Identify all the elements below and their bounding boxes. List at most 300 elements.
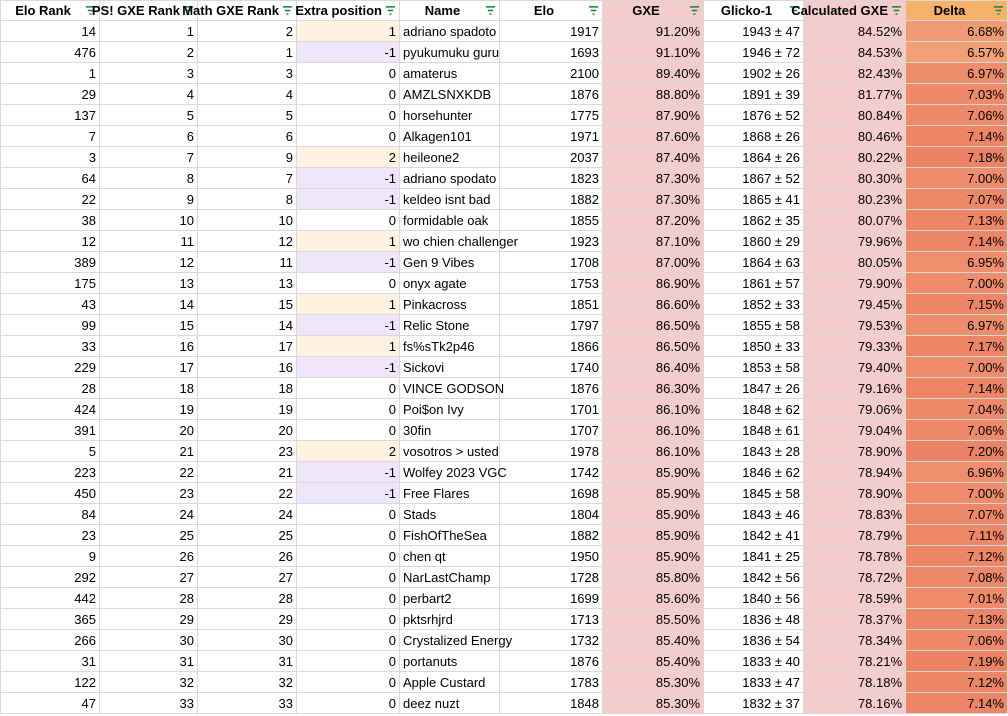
cell-math-gxe-rank[interactable]: 2 xyxy=(198,21,297,42)
cell-gxe[interactable]: 87.20% xyxy=(603,210,704,231)
cell-elo[interactable]: 1753 xyxy=(500,273,603,294)
cell-gxe[interactable]: 86.10% xyxy=(603,441,704,462)
cell-name[interactable]: Gen 9 Vibes xyxy=(400,252,500,273)
cell-calculated-gxe[interactable]: 78.83% xyxy=(804,504,906,525)
cell-calculated-gxe[interactable]: 79.40% xyxy=(804,357,906,378)
cell-gxe[interactable]: 85.90% xyxy=(603,546,704,567)
cell-calculated-gxe[interactable]: 78.59% xyxy=(804,588,906,609)
cell-glicko[interactable]: 1902 ± 26 xyxy=(704,63,804,84)
cell-name[interactable]: keldeo isnt bad xyxy=(400,189,500,210)
cell-extra-position[interactable]: 0 xyxy=(297,210,400,231)
cell-calculated-gxe[interactable]: 79.45% xyxy=(804,294,906,315)
cell-glicko[interactable]: 1841 ± 25 xyxy=(704,546,804,567)
cell-extra-position[interactable]: -1 xyxy=(297,252,400,273)
cell-delta[interactable]: 7.14% xyxy=(906,231,1008,252)
cell-math-gxe-rank[interactable]: 31 xyxy=(198,651,297,672)
cell-delta[interactable]: 7.00% xyxy=(906,273,1008,294)
cell-calculated-gxe[interactable]: 80.22% xyxy=(804,147,906,168)
cell-elo[interactable]: 1866 xyxy=(500,336,603,357)
cell-calculated-gxe[interactable]: 80.23% xyxy=(804,189,906,210)
cell-calculated-gxe[interactable]: 78.79% xyxy=(804,525,906,546)
cell-ps-gxe-rank[interactable]: 7 xyxy=(100,147,198,168)
cell-elo-rank[interactable]: 292 xyxy=(1,567,100,588)
cell-elo-rank[interactable]: 266 xyxy=(1,630,100,651)
cell-delta[interactable]: 7.14% xyxy=(906,126,1008,147)
cell-ps-gxe-rank[interactable]: 6 xyxy=(100,126,198,147)
cell-name[interactable]: pyukumuku guru xyxy=(400,42,500,63)
cell-delta[interactable]: 7.12% xyxy=(906,672,1008,693)
cell-extra-position[interactable]: 0 xyxy=(297,84,400,105)
cell-extra-position[interactable]: -1 xyxy=(297,462,400,483)
cell-gxe[interactable]: 85.40% xyxy=(603,651,704,672)
cell-ps-gxe-rank[interactable]: 14 xyxy=(100,294,198,315)
cell-elo[interactable]: 1917 xyxy=(500,21,603,42)
cell-gxe[interactable]: 87.60% xyxy=(603,126,704,147)
cell-extra-position[interactable]: 1 xyxy=(297,294,400,315)
cell-calculated-gxe[interactable]: 78.18% xyxy=(804,672,906,693)
cell-delta[interactable]: 7.07% xyxy=(906,504,1008,525)
cell-ps-gxe-rank[interactable]: 22 xyxy=(100,462,198,483)
cell-extra-position[interactable]: 0 xyxy=(297,651,400,672)
cell-ps-gxe-rank[interactable]: 29 xyxy=(100,609,198,630)
cell-ps-gxe-rank[interactable]: 11 xyxy=(100,231,198,252)
cell-elo[interactable]: 1978 xyxy=(500,441,603,462)
cell-name[interactable]: NarLastChamp xyxy=(400,567,500,588)
header-calculated-gxe[interactable]: Calculated GXE xyxy=(804,1,906,21)
cell-elo[interactable]: 1708 xyxy=(500,252,603,273)
filter-icon[interactable] xyxy=(385,5,396,16)
cell-calculated-gxe[interactable]: 80.07% xyxy=(804,210,906,231)
cell-ps-gxe-rank[interactable]: 31 xyxy=(100,651,198,672)
cell-glicko[interactable]: 1864 ± 26 xyxy=(704,147,804,168)
cell-name[interactable]: Stads xyxy=(400,504,500,525)
cell-elo-rank[interactable]: 1 xyxy=(1,63,100,84)
cell-glicko[interactable]: 1848 ± 61 xyxy=(704,420,804,441)
cell-glicko[interactable]: 1891 ± 39 xyxy=(704,84,804,105)
cell-name[interactable]: vosotros > usted xyxy=(400,441,500,462)
cell-gxe[interactable]: 85.90% xyxy=(603,504,704,525)
cell-gxe[interactable]: 87.40% xyxy=(603,147,704,168)
cell-glicko[interactable]: 1852 ± 33 xyxy=(704,294,804,315)
cell-elo-rank[interactable]: 14 xyxy=(1,21,100,42)
cell-glicko[interactable]: 1876 ± 52 xyxy=(704,105,804,126)
cell-gxe[interactable]: 87.00% xyxy=(603,252,704,273)
cell-gxe[interactable]: 86.40% xyxy=(603,357,704,378)
cell-name[interactable]: Sickovi xyxy=(400,357,500,378)
filter-icon[interactable] xyxy=(282,5,293,16)
cell-elo-rank[interactable]: 5 xyxy=(1,441,100,462)
cell-calculated-gxe[interactable]: 80.84% xyxy=(804,105,906,126)
cell-glicko[interactable]: 1847 ± 26 xyxy=(704,378,804,399)
cell-name[interactable]: VINCE GODSON xyxy=(400,378,500,399)
cell-name[interactable]: 30fin xyxy=(400,420,500,441)
cell-elo-rank[interactable]: 31 xyxy=(1,651,100,672)
cell-ps-gxe-rank[interactable]: 3 xyxy=(100,63,198,84)
cell-glicko[interactable]: 1842 ± 56 xyxy=(704,567,804,588)
cell-math-gxe-rank[interactable]: 20 xyxy=(198,420,297,441)
cell-elo-rank[interactable]: 3 xyxy=(1,147,100,168)
cell-delta[interactable]: 7.00% xyxy=(906,483,1008,504)
cell-calculated-gxe[interactable]: 80.05% xyxy=(804,252,906,273)
cell-extra-position[interactable]: 1 xyxy=(297,336,400,357)
cell-calculated-gxe[interactable]: 78.21% xyxy=(804,651,906,672)
cell-gxe[interactable]: 89.40% xyxy=(603,63,704,84)
cell-elo[interactable]: 2100 xyxy=(500,63,603,84)
cell-extra-position[interactable]: 0 xyxy=(297,546,400,567)
cell-gxe[interactable]: 85.40% xyxy=(603,630,704,651)
cell-elo[interactable]: 1876 xyxy=(500,84,603,105)
cell-elo-rank[interactable]: 29 xyxy=(1,84,100,105)
cell-ps-gxe-rank[interactable]: 12 xyxy=(100,252,198,273)
cell-delta[interactable]: 7.13% xyxy=(906,609,1008,630)
cell-elo-rank[interactable]: 64 xyxy=(1,168,100,189)
cell-glicko[interactable]: 1845 ± 58 xyxy=(704,483,804,504)
cell-calculated-gxe[interactable]: 82.43% xyxy=(804,63,906,84)
cell-math-gxe-rank[interactable]: 33 xyxy=(198,693,297,714)
cell-elo-rank[interactable]: 23 xyxy=(1,525,100,546)
cell-name[interactable]: deez nuzt xyxy=(400,693,500,714)
cell-name[interactable]: wo chien challenger xyxy=(400,231,500,252)
header-elo[interactable]: Elo xyxy=(500,1,603,21)
cell-gxe[interactable]: 88.80% xyxy=(603,84,704,105)
cell-delta[interactable]: 7.13% xyxy=(906,210,1008,231)
filter-icon[interactable] xyxy=(689,5,700,16)
cell-elo[interactable]: 1855 xyxy=(500,210,603,231)
cell-math-gxe-rank[interactable]: 26 xyxy=(198,546,297,567)
cell-delta[interactable]: 6.97% xyxy=(906,63,1008,84)
cell-calculated-gxe[interactable]: 79.90% xyxy=(804,273,906,294)
cell-calculated-gxe[interactable]: 79.06% xyxy=(804,399,906,420)
cell-delta[interactable]: 7.18% xyxy=(906,147,1008,168)
cell-elo[interactable]: 1876 xyxy=(500,651,603,672)
cell-calculated-gxe[interactable]: 84.52% xyxy=(804,21,906,42)
cell-delta[interactable]: 7.00% xyxy=(906,168,1008,189)
cell-delta[interactable]: 7.00% xyxy=(906,357,1008,378)
cell-gxe[interactable]: 86.90% xyxy=(603,273,704,294)
cell-math-gxe-rank[interactable]: 6 xyxy=(198,126,297,147)
cell-glicko[interactable]: 1833 ± 47 xyxy=(704,672,804,693)
cell-delta[interactable]: 7.04% xyxy=(906,399,1008,420)
cell-math-gxe-rank[interactable]: 8 xyxy=(198,189,297,210)
cell-elo-rank[interactable]: 9 xyxy=(1,546,100,567)
cell-extra-position[interactable]: 1 xyxy=(297,21,400,42)
cell-extra-position[interactable]: 1 xyxy=(297,231,400,252)
cell-elo-rank[interactable]: 391 xyxy=(1,420,100,441)
cell-gxe[interactable]: 86.10% xyxy=(603,420,704,441)
cell-math-gxe-rank[interactable]: 30 xyxy=(198,630,297,651)
cell-elo-rank[interactable]: 365 xyxy=(1,609,100,630)
cell-gxe[interactable]: 86.10% xyxy=(603,399,704,420)
cell-name[interactable]: amaterus xyxy=(400,63,500,84)
cell-ps-gxe-rank[interactable]: 30 xyxy=(100,630,198,651)
cell-name[interactable]: chen qt xyxy=(400,546,500,567)
cell-name[interactable]: Crystalized Energy xyxy=(400,630,500,651)
cell-delta[interactable]: 6.95% xyxy=(906,252,1008,273)
cell-glicko[interactable]: 1846 ± 62 xyxy=(704,462,804,483)
cell-extra-position[interactable]: -1 xyxy=(297,357,400,378)
cell-gxe[interactable]: 86.50% xyxy=(603,336,704,357)
header-gxe[interactable]: GXE xyxy=(603,1,704,21)
cell-ps-gxe-rank[interactable]: 27 xyxy=(100,567,198,588)
cell-name[interactable]: Wolfey 2023 VGC xyxy=(400,462,500,483)
cell-gxe[interactable]: 85.90% xyxy=(603,483,704,504)
cell-math-gxe-rank[interactable]: 9 xyxy=(198,147,297,168)
cell-extra-position[interactable]: 2 xyxy=(297,147,400,168)
cell-calculated-gxe[interactable]: 78.72% xyxy=(804,567,906,588)
cell-elo[interactable]: 1882 xyxy=(500,189,603,210)
cell-delta[interactable]: 6.97% xyxy=(906,315,1008,336)
cell-extra-position[interactable]: -1 xyxy=(297,189,400,210)
cell-elo-rank[interactable]: 137 xyxy=(1,105,100,126)
cell-elo[interactable]: 1742 xyxy=(500,462,603,483)
cell-delta[interactable]: 7.19% xyxy=(906,651,1008,672)
cell-glicko[interactable]: 1833 ± 40 xyxy=(704,651,804,672)
cell-name[interactable]: Pinkacross xyxy=(400,294,500,315)
cell-math-gxe-rank[interactable]: 29 xyxy=(198,609,297,630)
cell-elo-rank[interactable]: 389 xyxy=(1,252,100,273)
cell-glicko[interactable]: 1943 ± 47 xyxy=(704,21,804,42)
cell-name[interactable]: adriano spodato xyxy=(400,168,500,189)
cell-elo[interactable]: 1713 xyxy=(500,609,603,630)
cell-ps-gxe-rank[interactable]: 26 xyxy=(100,546,198,567)
cell-glicko[interactable]: 1868 ± 26 xyxy=(704,126,804,147)
cell-glicko[interactable]: 1843 ± 46 xyxy=(704,504,804,525)
cell-math-gxe-rank[interactable]: 21 xyxy=(198,462,297,483)
filter-icon[interactable] xyxy=(588,5,599,16)
cell-math-gxe-rank[interactable]: 19 xyxy=(198,399,297,420)
cell-elo[interactable]: 1693 xyxy=(500,42,603,63)
cell-extra-position[interactable]: 0 xyxy=(297,378,400,399)
cell-ps-gxe-rank[interactable]: 2 xyxy=(100,42,198,63)
cell-delta[interactable]: 7.14% xyxy=(906,378,1008,399)
cell-delta[interactable]: 7.14% xyxy=(906,693,1008,714)
cell-elo[interactable]: 1783 xyxy=(500,672,603,693)
cell-glicko[interactable]: 1865 ± 41 xyxy=(704,189,804,210)
header-name[interactable]: Name xyxy=(400,1,500,21)
cell-delta[interactable]: 7.08% xyxy=(906,567,1008,588)
cell-extra-position[interactable]: 0 xyxy=(297,567,400,588)
cell-ps-gxe-rank[interactable]: 15 xyxy=(100,315,198,336)
cell-delta[interactable]: 7.07% xyxy=(906,189,1008,210)
filter-icon[interactable] xyxy=(891,5,902,16)
cell-calculated-gxe[interactable]: 78.94% xyxy=(804,462,906,483)
cell-elo-rank[interactable]: 84 xyxy=(1,504,100,525)
cell-delta[interactable]: 7.03% xyxy=(906,84,1008,105)
cell-calculated-gxe[interactable]: 79.04% xyxy=(804,420,906,441)
cell-glicko[interactable]: 1836 ± 54 xyxy=(704,630,804,651)
cell-ps-gxe-rank[interactable]: 4 xyxy=(100,84,198,105)
cell-ps-gxe-rank[interactable]: 5 xyxy=(100,105,198,126)
cell-elo-rank[interactable]: 229 xyxy=(1,357,100,378)
cell-glicko[interactable]: 1832 ± 37 xyxy=(704,693,804,714)
cell-calculated-gxe[interactable]: 84.53% xyxy=(804,42,906,63)
cell-calculated-gxe[interactable]: 78.37% xyxy=(804,609,906,630)
cell-calculated-gxe[interactable]: 80.46% xyxy=(804,126,906,147)
cell-glicko[interactable]: 1867 ± 52 xyxy=(704,168,804,189)
cell-glicko[interactable]: 1855 ± 58 xyxy=(704,315,804,336)
cell-elo[interactable]: 1923 xyxy=(500,231,603,252)
cell-name[interactable]: pktsrhjrd xyxy=(400,609,500,630)
cell-name[interactable]: fs%sTk2p46 xyxy=(400,336,500,357)
header-elo-rank[interactable]: Elo Rank xyxy=(1,1,100,21)
cell-ps-gxe-rank[interactable]: 20 xyxy=(100,420,198,441)
cell-elo[interactable]: 1950 xyxy=(500,546,603,567)
cell-elo[interactable]: 1728 xyxy=(500,567,603,588)
cell-elo[interactable]: 1775 xyxy=(500,105,603,126)
cell-elo-rank[interactable]: 450 xyxy=(1,483,100,504)
cell-name[interactable]: adriano spadoto xyxy=(400,21,500,42)
cell-name[interactable]: onyx agate xyxy=(400,273,500,294)
cell-math-gxe-rank[interactable]: 22 xyxy=(198,483,297,504)
cell-math-gxe-rank[interactable]: 4 xyxy=(198,84,297,105)
cell-delta[interactable]: 6.57% xyxy=(906,42,1008,63)
header-extra-position[interactable]: Extra position xyxy=(297,1,400,21)
cell-calculated-gxe[interactable]: 81.77% xyxy=(804,84,906,105)
cell-delta[interactable]: 7.11% xyxy=(906,525,1008,546)
cell-extra-position[interactable]: 0 xyxy=(297,420,400,441)
cell-name[interactable]: FishOfTheSea xyxy=(400,525,500,546)
cell-math-gxe-rank[interactable]: 13 xyxy=(198,273,297,294)
cell-name[interactable]: formidable oak xyxy=(400,210,500,231)
cell-delta[interactable]: 7.06% xyxy=(906,105,1008,126)
cell-name[interactable]: Free Flares xyxy=(400,483,500,504)
cell-math-gxe-rank[interactable]: 24 xyxy=(198,504,297,525)
cell-extra-position[interactable]: -1 xyxy=(297,168,400,189)
cell-elo[interactable]: 2037 xyxy=(500,147,603,168)
cell-ps-gxe-rank[interactable]: 18 xyxy=(100,378,198,399)
cell-ps-gxe-rank[interactable]: 13 xyxy=(100,273,198,294)
cell-ps-gxe-rank[interactable]: 19 xyxy=(100,399,198,420)
cell-delta[interactable]: 7.12% xyxy=(906,546,1008,567)
cell-ps-gxe-rank[interactable]: 9 xyxy=(100,189,198,210)
cell-glicko[interactable]: 1843 ± 28 xyxy=(704,441,804,462)
cell-math-gxe-rank[interactable]: 3 xyxy=(198,63,297,84)
cell-elo-rank[interactable]: 175 xyxy=(1,273,100,294)
cell-glicko[interactable]: 1861 ± 57 xyxy=(704,273,804,294)
cell-math-gxe-rank[interactable]: 23 xyxy=(198,441,297,462)
cell-gxe[interactable]: 85.60% xyxy=(603,588,704,609)
cell-elo[interactable]: 1698 xyxy=(500,483,603,504)
cell-math-gxe-rank[interactable]: 14 xyxy=(198,315,297,336)
cell-elo[interactable]: 1797 xyxy=(500,315,603,336)
cell-glicko[interactable]: 1848 ± 62 xyxy=(704,399,804,420)
cell-gxe[interactable]: 85.30% xyxy=(603,693,704,714)
header-math-gxe-rank[interactable]: Math GXE Rank xyxy=(198,1,297,21)
cell-gxe[interactable]: 86.60% xyxy=(603,294,704,315)
cell-elo-rank[interactable]: 476 xyxy=(1,42,100,63)
cell-elo-rank[interactable]: 38 xyxy=(1,210,100,231)
cell-math-gxe-rank[interactable]: 12 xyxy=(198,231,297,252)
cell-glicko[interactable]: 1946 ± 72 xyxy=(704,42,804,63)
cell-calculated-gxe[interactable]: 80.30% xyxy=(804,168,906,189)
cell-elo[interactable]: 1971 xyxy=(500,126,603,147)
cell-glicko[interactable]: 1840 ± 56 xyxy=(704,588,804,609)
cell-extra-position[interactable]: 0 xyxy=(297,525,400,546)
cell-ps-gxe-rank[interactable]: 25 xyxy=(100,525,198,546)
cell-name[interactable]: heileone2 xyxy=(400,147,500,168)
cell-ps-gxe-rank[interactable]: 21 xyxy=(100,441,198,462)
cell-calculated-gxe[interactable]: 78.90% xyxy=(804,441,906,462)
cell-elo[interactable]: 1701 xyxy=(500,399,603,420)
cell-gxe[interactable]: 87.30% xyxy=(603,168,704,189)
cell-elo[interactable]: 1851 xyxy=(500,294,603,315)
cell-math-gxe-rank[interactable]: 11 xyxy=(198,252,297,273)
cell-ps-gxe-rank[interactable]: 16 xyxy=(100,336,198,357)
cell-ps-gxe-rank[interactable]: 23 xyxy=(100,483,198,504)
cell-calculated-gxe[interactable]: 78.78% xyxy=(804,546,906,567)
cell-elo-rank[interactable]: 424 xyxy=(1,399,100,420)
cell-glicko[interactable]: 1836 ± 48 xyxy=(704,609,804,630)
cell-elo[interactable]: 1707 xyxy=(500,420,603,441)
cell-math-gxe-rank[interactable]: 15 xyxy=(198,294,297,315)
cell-extra-position[interactable]: 0 xyxy=(297,105,400,126)
cell-math-gxe-rank[interactable]: 32 xyxy=(198,672,297,693)
filter-icon[interactable] xyxy=(993,5,1004,16)
cell-delta[interactable]: 6.68% xyxy=(906,21,1008,42)
header-ps-gxe-rank[interactable]: PS! GXE Rank xyxy=(100,1,198,21)
cell-glicko[interactable]: 1842 ± 41 xyxy=(704,525,804,546)
cell-name[interactable]: Alkagen101 xyxy=(400,126,500,147)
cell-elo-rank[interactable]: 223 xyxy=(1,462,100,483)
cell-calculated-gxe[interactable]: 78.16% xyxy=(804,693,906,714)
cell-calculated-gxe[interactable]: 79.96% xyxy=(804,231,906,252)
cell-math-gxe-rank[interactable]: 1 xyxy=(198,42,297,63)
cell-glicko[interactable]: 1860 ± 29 xyxy=(704,231,804,252)
cell-name[interactable]: Relic Stone xyxy=(400,315,500,336)
cell-name[interactable]: AMZLSNXKDB xyxy=(400,84,500,105)
cell-math-gxe-rank[interactable]: 7 xyxy=(198,168,297,189)
cell-calculated-gxe[interactable]: 79.53% xyxy=(804,315,906,336)
cell-ps-gxe-rank[interactable]: 8 xyxy=(100,168,198,189)
cell-elo-rank[interactable]: 43 xyxy=(1,294,100,315)
cell-elo-rank[interactable]: 122 xyxy=(1,672,100,693)
cell-elo-rank[interactable]: 12 xyxy=(1,231,100,252)
filter-icon[interactable] xyxy=(485,5,496,16)
cell-extra-position[interactable]: 0 xyxy=(297,693,400,714)
cell-delta[interactable]: 7.15% xyxy=(906,294,1008,315)
cell-extra-position[interactable]: 0 xyxy=(297,399,400,420)
cell-name[interactable]: horsehunter xyxy=(400,105,500,126)
cell-ps-gxe-rank[interactable]: 28 xyxy=(100,588,198,609)
cell-delta[interactable]: 7.20% xyxy=(906,441,1008,462)
cell-gxe[interactable]: 85.80% xyxy=(603,567,704,588)
cell-gxe[interactable]: 91.20% xyxy=(603,21,704,42)
header-glicko[interactable]: Glicko-1 xyxy=(704,1,804,21)
cell-extra-position[interactable]: 0 xyxy=(297,672,400,693)
cell-glicko[interactable]: 1850 ± 33 xyxy=(704,336,804,357)
cell-ps-gxe-rank[interactable]: 32 xyxy=(100,672,198,693)
cell-ps-gxe-rank[interactable]: 10 xyxy=(100,210,198,231)
cell-math-gxe-rank[interactable]: 17 xyxy=(198,336,297,357)
cell-extra-position[interactable]: 0 xyxy=(297,588,400,609)
cell-elo-rank[interactable]: 28 xyxy=(1,378,100,399)
cell-gxe[interactable]: 86.50% xyxy=(603,315,704,336)
cell-extra-position[interactable]: 0 xyxy=(297,609,400,630)
cell-delta[interactable]: 7.01% xyxy=(906,588,1008,609)
cell-ps-gxe-rank[interactable]: 17 xyxy=(100,357,198,378)
cell-math-gxe-rank[interactable]: 27 xyxy=(198,567,297,588)
cell-elo[interactable]: 1699 xyxy=(500,588,603,609)
cell-name[interactable]: portanuts xyxy=(400,651,500,672)
cell-gxe[interactable]: 87.30% xyxy=(603,189,704,210)
cell-calculated-gxe[interactable]: 79.16% xyxy=(804,378,906,399)
cell-math-gxe-rank[interactable]: 10 xyxy=(198,210,297,231)
cell-extra-position[interactable]: 0 xyxy=(297,630,400,651)
cell-math-gxe-rank[interactable]: 18 xyxy=(198,378,297,399)
cell-extra-position[interactable]: 0 xyxy=(297,63,400,84)
cell-gxe[interactable]: 85.90% xyxy=(603,525,704,546)
cell-elo[interactable]: 1823 xyxy=(500,168,603,189)
